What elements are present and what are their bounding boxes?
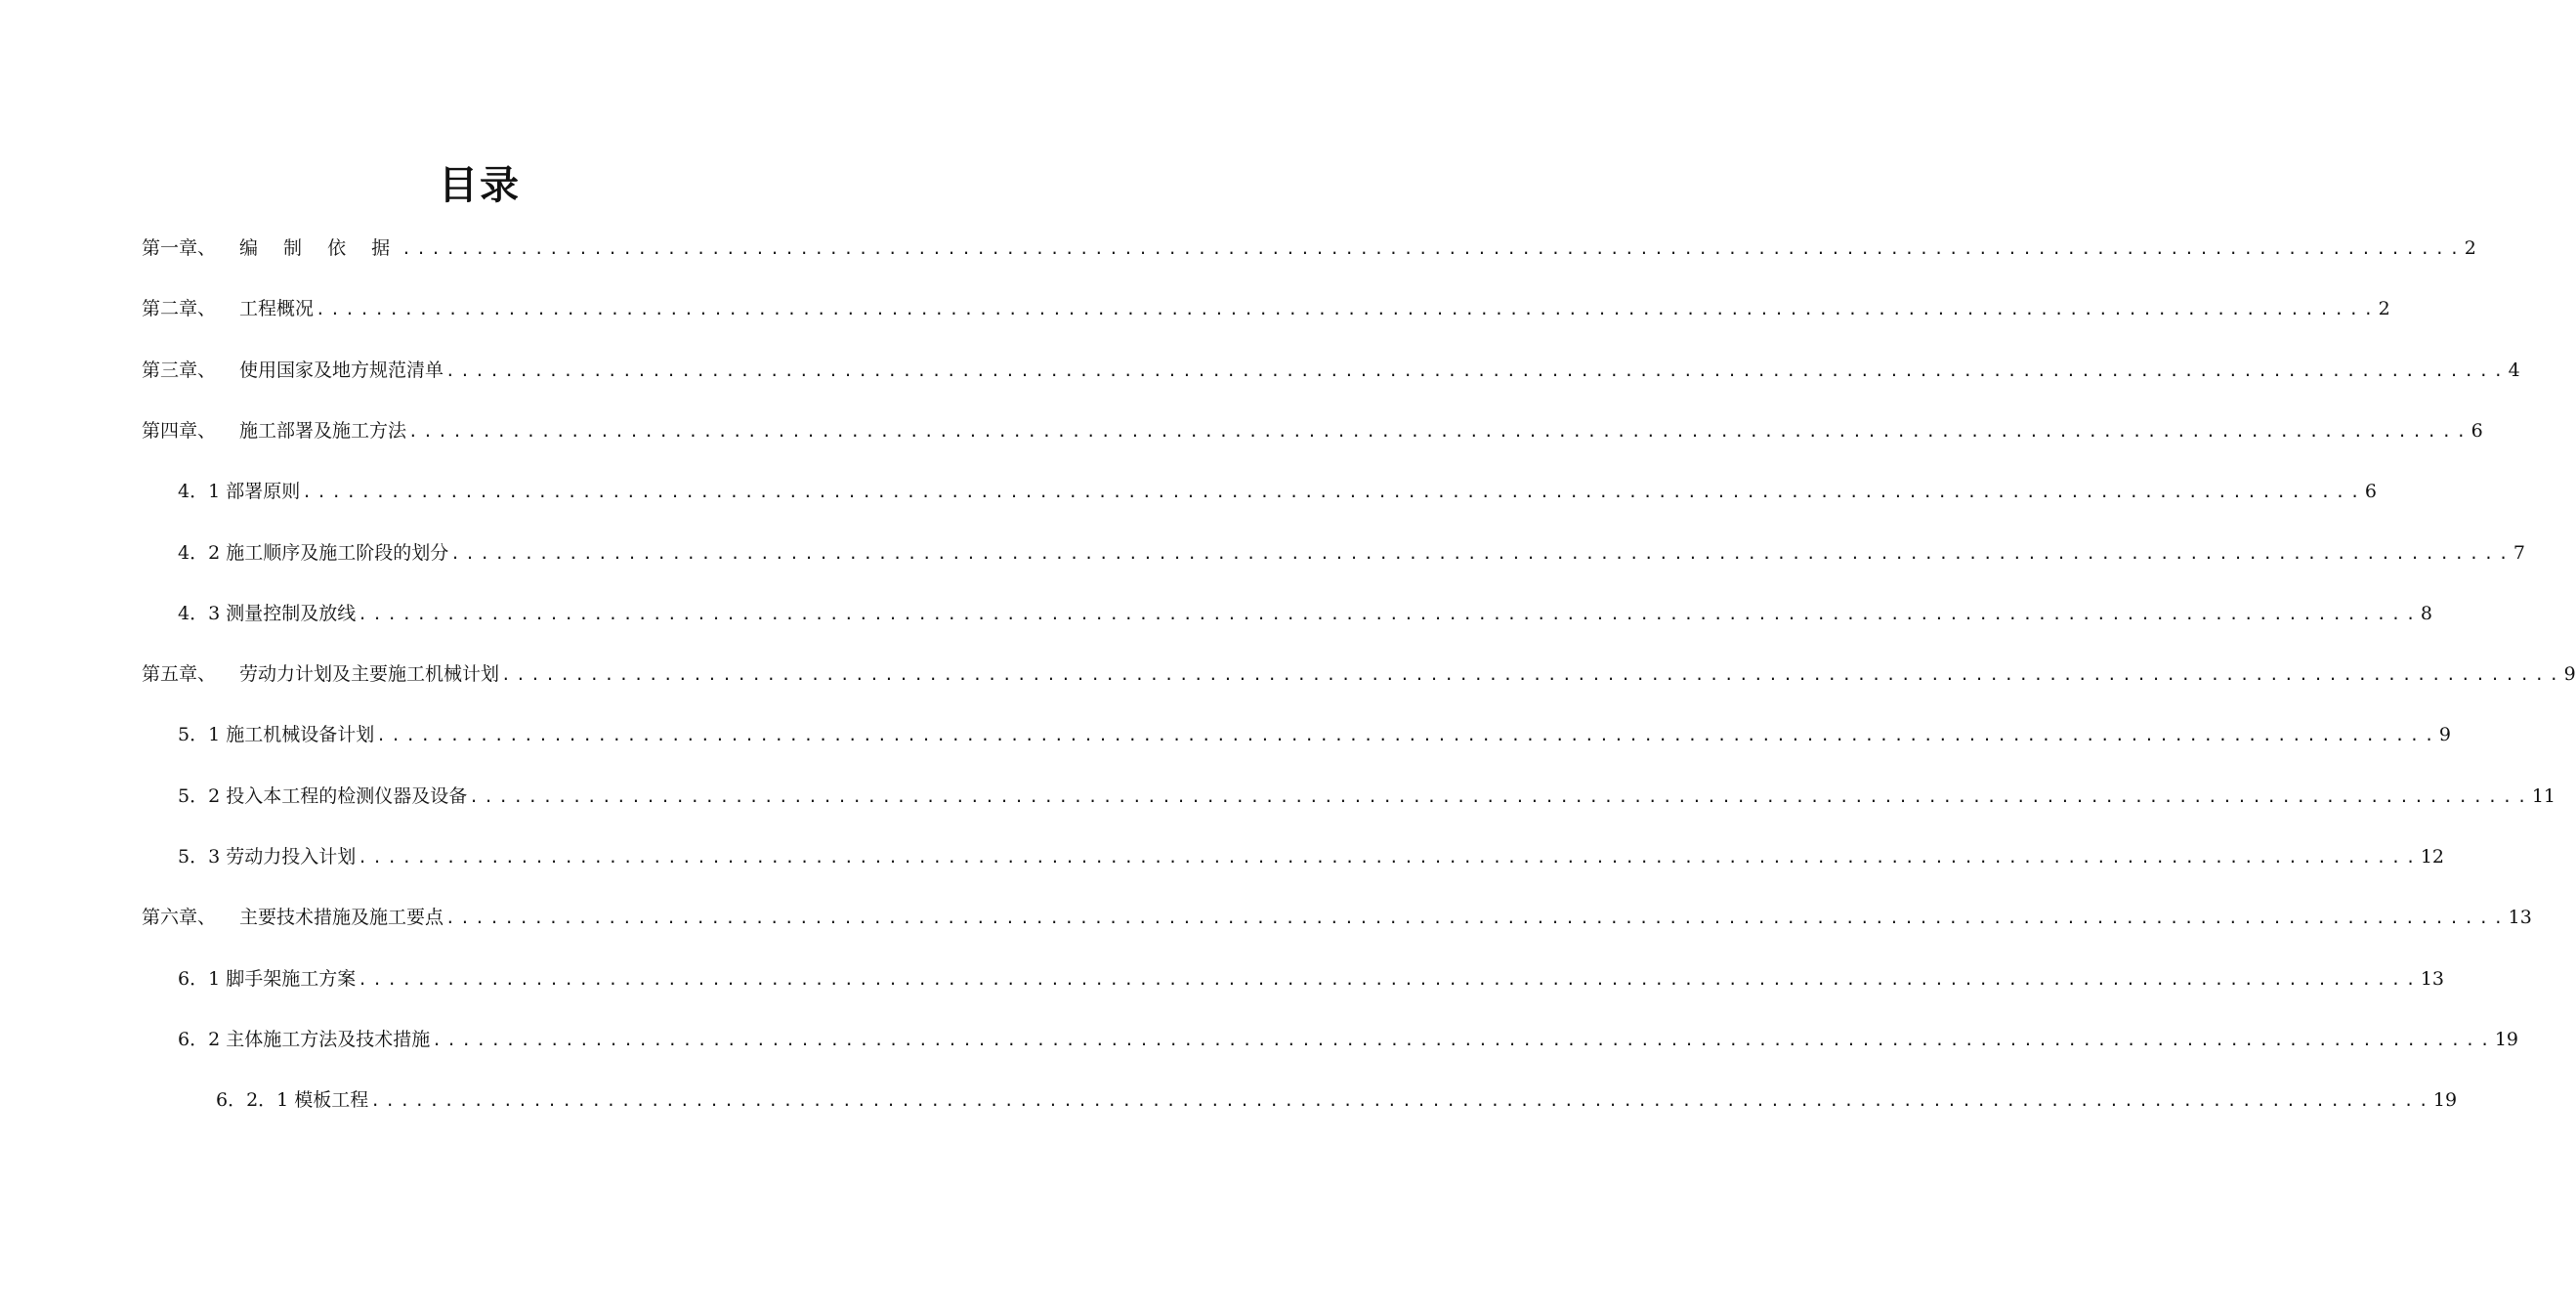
toc-entry[interactable]: [178, 592, 2432, 627]
toc-entry[interactable]: [178, 470, 2377, 505]
toc-entry-text: [142, 295, 314, 322]
page-title: 目录: [439, 163, 521, 208]
toc-dot-leader: ............................................................................................................................................: [358, 970, 2421, 989]
toc-entry[interactable]: [142, 287, 2390, 322]
toc-dot-leader: ............................................................................................................................................: [445, 909, 2509, 927]
toc-entry-text: [216, 1086, 368, 1114]
toc-page-number: 9: [2563, 663, 2576, 685]
toc-entry[interactable]: [178, 1018, 2518, 1053]
toc-dot-leader: ............................................................................................................................................: [316, 300, 2379, 318]
toc-entry-label: 5．1 施工机械设备计划: [178, 724, 375, 745]
toc-entry[interactable]: [178, 835, 2444, 870]
toc-entry-label: 5．3 劳动力投入计划: [178, 846, 357, 868]
toc-entry-text: [178, 721, 374, 748]
toc-entry-label: 主要技术措施及施工要点: [239, 907, 444, 928]
toc-entry[interactable]: [178, 957, 2444, 993]
toc-page-number: 2: [2464, 237, 2476, 259]
toc-entry[interactable]: [142, 896, 2532, 931]
toc-chapter-number: 第三章、: [142, 360, 217, 381]
toc-chapter-number: 第四章、: [142, 420, 217, 442]
toc-entry-label: 编 制 依 据: [239, 237, 401, 259]
toc-entry-label: 4．2 施工顺序及施工阶段的划分: [178, 542, 449, 564]
toc-dot-leader: ............................................................................................................................................: [469, 787, 2532, 806]
toc-entry-text: [178, 600, 356, 627]
toc-entry-text: [178, 1026, 430, 1053]
toc-dot-leader: ............................................................................................................................................: [376, 726, 2439, 744]
toc-entry-text: [142, 357, 443, 384]
toc-page-number: 2: [2378, 298, 2390, 319]
toc-entry[interactable]: [142, 349, 2520, 384]
toc-entry-label: 6．1 脚手架施工方案: [178, 968, 357, 990]
toc-entry-label: 劳动力计划及主要施工机械计划: [239, 663, 500, 685]
toc-dot-leader: ............................................................................................................................................: [408, 422, 2471, 441]
toc-entry-label: 6．2 主体施工方法及技术措施: [178, 1029, 431, 1050]
toc-entry[interactable]: [178, 531, 2525, 567]
toc-entry-label: 6．2．1 模板工程: [216, 1089, 369, 1111]
toc-dot-leader: ............................................................................................................................................: [445, 361, 2509, 380]
toc-entry[interactable]: [142, 227, 2476, 262]
toc-page-number: 13: [2420, 968, 2444, 990]
toc-entry-text: [142, 417, 406, 445]
toc-dot-leader: ............................................................................................................................................: [432, 1031, 2495, 1049]
toc-dot-leader: ............................................................................................................................................: [450, 544, 2513, 563]
toc-dot-leader: ............................................................................................................................................: [358, 605, 2421, 623]
toc-page-number: 4: [2508, 360, 2520, 381]
toc-page-number: 6: [2364, 481, 2377, 502]
toc-entry[interactable]: [216, 1079, 2458, 1114]
toc-page-number: 9: [2438, 724, 2451, 745]
toc-chapter-number: 第二章、: [142, 298, 217, 319]
toc-entry-text: [178, 783, 467, 810]
toc-dot-leader: ............................................................................................................................................: [501, 665, 2564, 684]
toc-dot-leader: ............................................................................................................................................: [358, 848, 2421, 867]
toc-chapter-number: 第六章、: [142, 907, 217, 928]
toc-entry-label: 5．2 投入本工程的检测仪器及设备: [178, 785, 468, 807]
toc-dot-leader: ............................................................................................................................................: [370, 1091, 2433, 1110]
toc-entry-label: 工程概况: [239, 298, 315, 319]
toc-page-number: 12: [2420, 846, 2444, 868]
toc-entry[interactable]: [142, 653, 2576, 688]
toc-entry[interactable]: [178, 775, 2555, 810]
toc-chapter-number: 第五章、: [142, 663, 217, 685]
toc-chapter-number: 第一章、: [142, 237, 217, 259]
toc-page-number: 19: [2432, 1089, 2458, 1111]
toc-entry-text: [142, 660, 499, 688]
toc-entry-text: [142, 904, 443, 931]
toc-entry-label: 4．3 测量控制及放线: [178, 603, 357, 624]
toc-entry-text: [178, 539, 448, 567]
toc-entry-label: 使用国家及地方规范清单: [239, 360, 444, 381]
toc-entry[interactable]: [142, 409, 2483, 445]
toc-entry-text: [178, 965, 356, 993]
toc-page-number: 11: [2531, 785, 2555, 807]
toc-entry-label: 施工部署及施工方法: [239, 420, 407, 442]
toc-entry-text: [178, 843, 356, 870]
toc-page-number: 8: [2420, 603, 2432, 624]
toc-page-number: 19: [2494, 1029, 2518, 1050]
toc-dot-leader: ............................................................................................................................................: [401, 239, 2465, 258]
toc-entry-text: [178, 478, 300, 505]
toc-dot-leader: ............................................................................................................................................: [302, 483, 2365, 501]
toc-entry-text: [142, 234, 400, 262]
toc-page-number: 7: [2513, 542, 2525, 564]
toc-page-number: 6: [2470, 420, 2483, 442]
toc-page-number: 13: [2508, 907, 2532, 928]
toc-entry-label: 4．1 部署原则: [178, 481, 301, 502]
toc-entry[interactable]: [178, 713, 2451, 748]
